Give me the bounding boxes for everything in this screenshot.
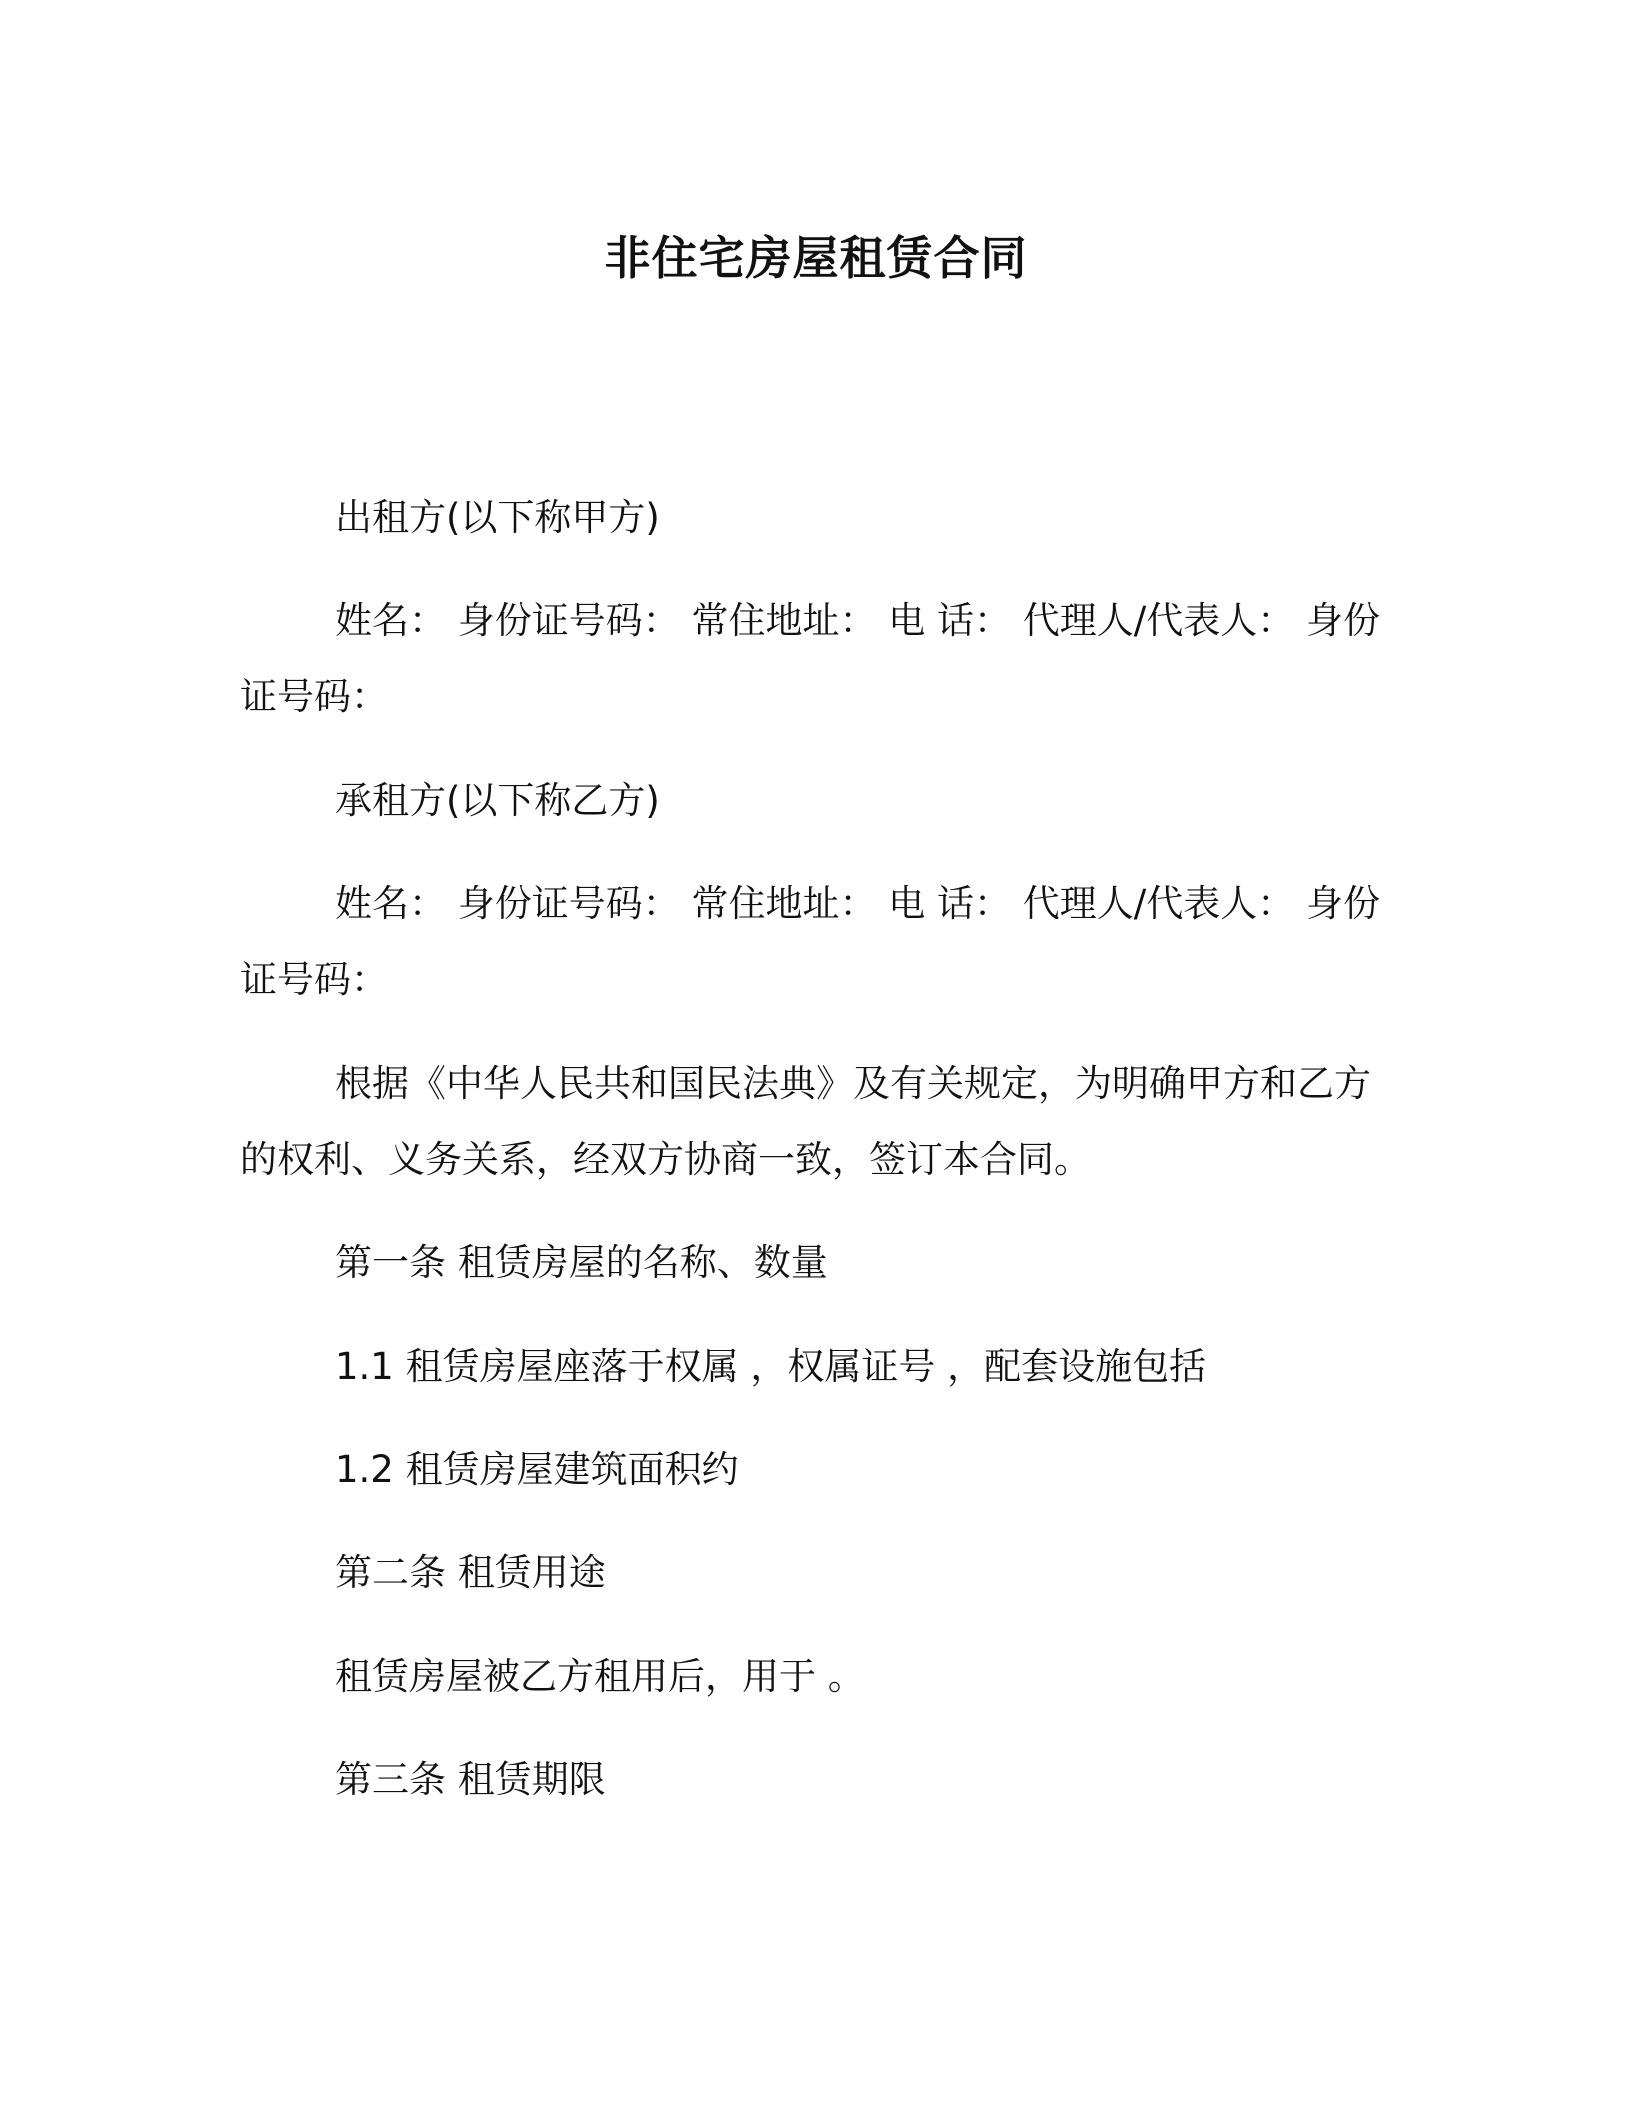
article3-heading: 第三条 租赁期限 xyxy=(335,1758,606,1801)
lessor-info-line2: 证号码： xyxy=(240,675,388,718)
document-title: 非住宅房屋租赁合同 xyxy=(604,231,1028,285)
lessor-info-line1: 姓名： 身份证号码： 常住地址： 电 话： 代理人/代表人： 身份 xyxy=(335,599,1381,642)
article2-heading: 第二条 租赁用途 xyxy=(335,1551,606,1594)
lessee-info-line2: 证号码： xyxy=(240,958,388,1001)
preamble-line1: 根据《中华人民共和国民法典》及有关规定，为明确甲方和乙方 xyxy=(335,1062,1371,1105)
clause-1-1: 1.1 租赁房屋座落于权属 ，权属证号 ，配套设施包括 xyxy=(335,1345,1207,1388)
clause-1-2: 1.2 租赁房屋建筑面积约 xyxy=(335,1448,739,1491)
lessor-heading: 出租方(以下称甲方) xyxy=(335,496,660,539)
lessee-heading: 承租方(以下称乙方) xyxy=(335,779,660,822)
lessee-info-line1: 姓名： 身份证号码： 常住地址： 电 话： 代理人/代表人： 身份 xyxy=(335,882,1381,925)
article1-heading: 第一条 租赁房屋的名称、数量 xyxy=(335,1241,828,1284)
preamble-line2: 的权利、义务关系，经双方协商一致，签订本合同。 xyxy=(240,1138,1091,1181)
article2-body: 租赁房屋被乙方租用后，用于 。 xyxy=(335,1655,865,1698)
